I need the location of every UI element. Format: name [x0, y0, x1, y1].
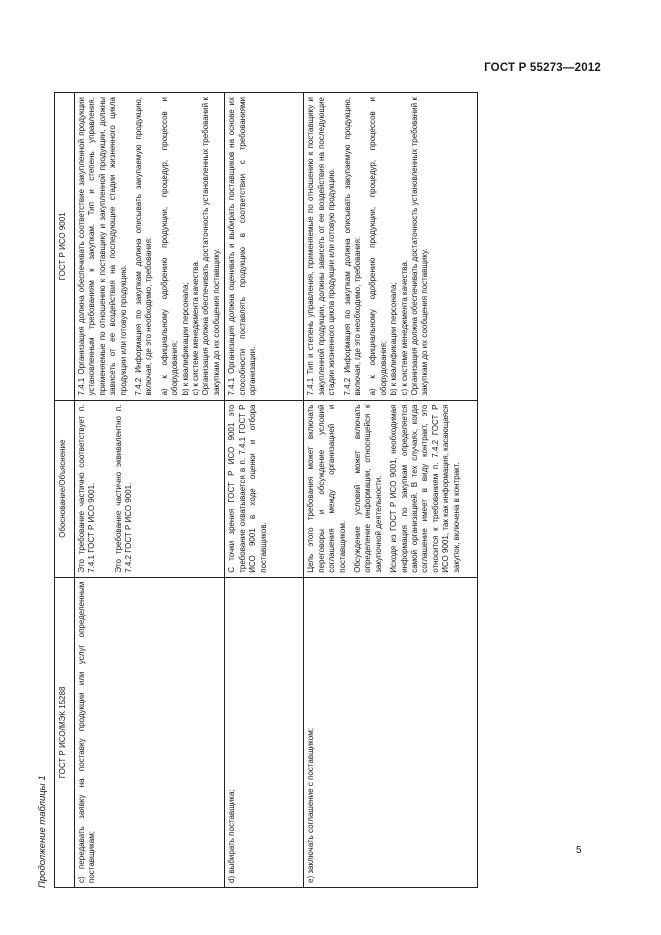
- header-gost-iso-iec-15288: ГОСТ Р ИСО/МЭК 15288: [55, 577, 75, 887]
- table-row: [225, 93, 304, 888]
- page-number: 5: [576, 845, 582, 856]
- cell-15288: c) передавать заявку на поставку продукции или услуг определенным поставщикам;: [75, 577, 225, 887]
- cell-justification: С точки зрения ГОСТ Р ИСО 9001 это требование охватывается в п. 7.4.1 ГОСТ Р ИСО 9001 в ходе оценки и отбора поставщиков.: [225, 400, 304, 577]
- cell-justification: Цель этого требования может включать переговоры и обсуждение условий соглашения между организацией и поставщиком. Обсуждение условий может включать определение информации, относящейся к закупочной деятельности. Исходя из ГОСТ Р ИСО 9001, необходимая информация по закупкам определяется самой организацией. В тех случаях, когда соглашение имеет в виду контракт, это относится к требованиям п. 7.4.2 ГОСТ Р ИСО 9001, так как информация, касающаяся закупок, включена в контракт.: [304, 400, 478, 577]
- header-justification: Обоснование/Объяснение: [55, 400, 75, 577]
- table-row: [75, 93, 225, 888]
- table-header-row: [55, 93, 75, 888]
- cell-15288: d) выбирать поставщика;: [225, 577, 304, 887]
- rotated-table-block: [34, 92, 579, 888]
- cell-9001: 7.4.1 Организация должна обеспечивать соответствие закупленной продукции установленным требованиям к закупкам. Тип и степень управления, применяемые по отношению к поставщику и закупленной продукции, должны зависеть от ее воздействия на последующие стадии жизненного цикла продукции или готовую продукцию. 7.4.2 Информация по закупкам должна описывать закупаемую продукцию, включая, где это необходимо, требования: a) к официальному одобрению продукции, процедур, процессов и оборудования; b) к квалификации персонала; c) к системе менеджмента качества. Организация должна обеспечивать достаточность установленных требований к закупкам до их сообщения поставщику.: [75, 93, 225, 401]
- page-header-standard: ГОСТ Р 55273—2012: [484, 62, 601, 74]
- header-gost-iso-9001: ГОСТ Р ИСО 9001: [55, 93, 75, 401]
- cell-justification: Это требование частично соответствует п. 7.4.1 ГОСТ Р ИСО 9001. Это требование частично эквивалентно п. 7.4.2 ГОСТ Р ИСО 9001.: [75, 400, 225, 577]
- table-row: [304, 93, 478, 888]
- cell-9001: 7.4.1 Организация должна оценивать и выбирать поставщиков на основе их способности поставлять продукцию в соответствии с требованиями организации.: [225, 93, 304, 401]
- cell-9001: 7.4.1 Тип и степень управления, применяемые по отношению к поставщику и закупленной продукции, должны зависеть от ее воздействия на последующие стадии жизненного цикла продукции или готовую продукцию. 7.4.2 Информация по закупкам должна описывать закупаемую продукцию, включая, где это необходимо, требования: a) к официальному одобрению продукции, процедур, процессов и оборудования; b) к квалификации персонала; c) к системе менеджмента качества. Организация должна обеспечивать достаточность установленных требований к закупкам до их сообщения поставщику.: [304, 93, 478, 401]
- comparison-table: [54, 92, 478, 888]
- cell-15288: e) заключать соглашение с поставщиком;: [304, 577, 478, 887]
- table-caption: Продолжение таблицы 1: [37, 775, 48, 888]
